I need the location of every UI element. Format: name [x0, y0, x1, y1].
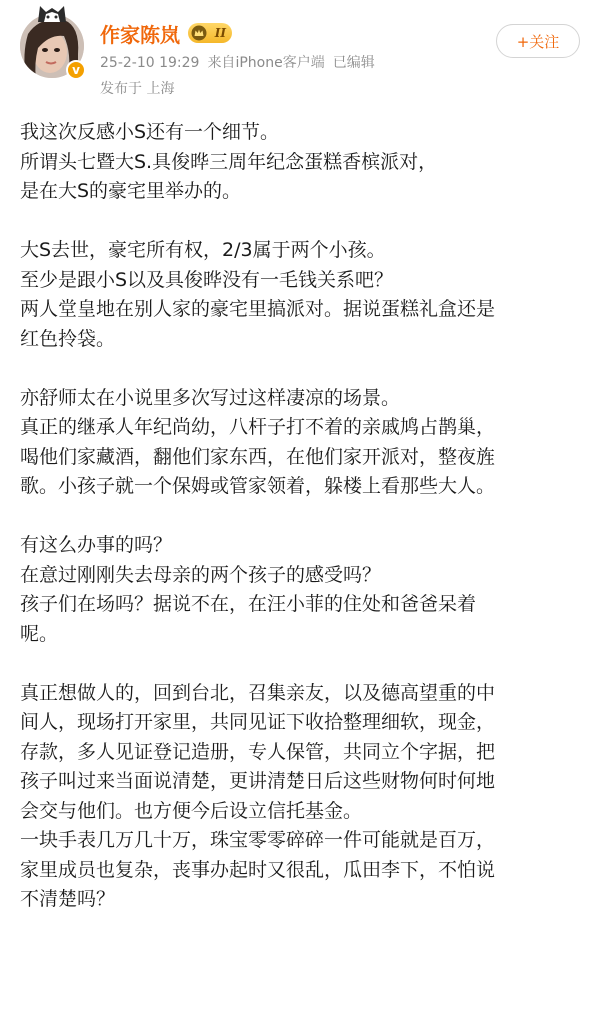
post-paragraph — [20, 531, 582, 649]
post-line: 喝他们家藏酒，翻他们家东西，在他们家开派对，整夜旌 — [20, 445, 496, 468]
post-line: 家里成员也复杂，丧事办起时又很乱，瓜田李下，不怕说 — [20, 858, 496, 881]
via-label: 来自 — [207, 55, 236, 71]
post-line: 会交与他们。也方便今后设立信托基金。 — [20, 799, 363, 822]
post-meta — [100, 52, 383, 72]
post-line: 真正想做人的，回到台北，召集亲友，以及德高望重的中 — [20, 681, 496, 704]
post-line: 歌。小孩子就一个保姆或管家领着，躲楼上看那些大人。 — [20, 475, 496, 497]
post-paragraph — [20, 679, 582, 915]
post-line: 一块手表几万几十万，珠宝零零碎碎一件可能就是百万， — [20, 829, 496, 851]
vip-level: II — [214, 26, 226, 40]
verified-icon: v — [66, 60, 86, 80]
post-line: 至少是跟小S以及具俊晔没有一毛钱关系吧？ — [20, 268, 394, 291]
post-line: 真正的继承人年纪尚幼，八杆子打不着的亲戚鸠占鹊巢， — [20, 416, 496, 438]
post-line: 大S去世，豪宅所有权，2/3属于两个小孩。 — [20, 239, 386, 261]
vip-badge[interactable] — [188, 23, 232, 43]
post-line: 存款，多人见证登记造册，专人保管，共同立个字据，把 — [20, 740, 496, 763]
avatar[interactable] — [20, 14, 84, 78]
post-body — [20, 118, 582, 915]
post-line: 孩子们在场吗？据说不在，在汪小菲的住处和爸爸呆着 — [20, 593, 477, 615]
post-line: 红色拎袋。 — [20, 327, 116, 350]
post-paragraph — [20, 384, 582, 502]
post-header — [0, 0, 600, 104]
post-paragraph — [20, 236, 582, 354]
follow-button[interactable]: +关注 — [496, 24, 580, 58]
post-line: 在意过刚刚失去母亲的两个孩子的感受吗？ — [20, 563, 382, 586]
username[interactable]: 作家陈岚 — [100, 22, 180, 47]
husky-ornament-icon — [34, 2, 70, 24]
post-line: 是在大S的豪宅里举办的。 — [20, 180, 242, 202]
post-line: 间人，现场打开家里，共同见证下收拾整理细软，现金， — [20, 711, 496, 733]
post-paragraph — [20, 118, 582, 207]
post-line: 亦舒师太在小说里多次写过这样凄凉的场景。 — [20, 386, 401, 409]
post-line: 我这次反感小S还有一个细节。 — [20, 121, 280, 143]
post-line: 孩子叫过来当面说清楚，更讲清楚日后这些财物何时何地 — [20, 770, 496, 792]
post-line: 两人堂皇地在别人家的豪宅里搞派对。据说蛋糕礼盒还是 — [20, 298, 496, 320]
post-location: 发布于 上海 — [100, 81, 175, 97]
client-name[interactable]: iPhone客户端 — [235, 55, 325, 71]
post-date: 25-2-10 19:29 — [100, 55, 200, 71]
edited-label[interactable]: 已编辑 — [332, 55, 375, 71]
post-line: 不清楚吗？ — [20, 888, 116, 910]
name-row — [100, 18, 232, 48]
post-line: 有这么办事的吗？ — [20, 534, 173, 556]
post-line: 呢。 — [20, 622, 59, 645]
crown-icon — [191, 25, 207, 41]
post-line: 所谓头七暨大S.具俊晔三周年纪念蛋糕香槟派对， — [20, 150, 438, 173]
